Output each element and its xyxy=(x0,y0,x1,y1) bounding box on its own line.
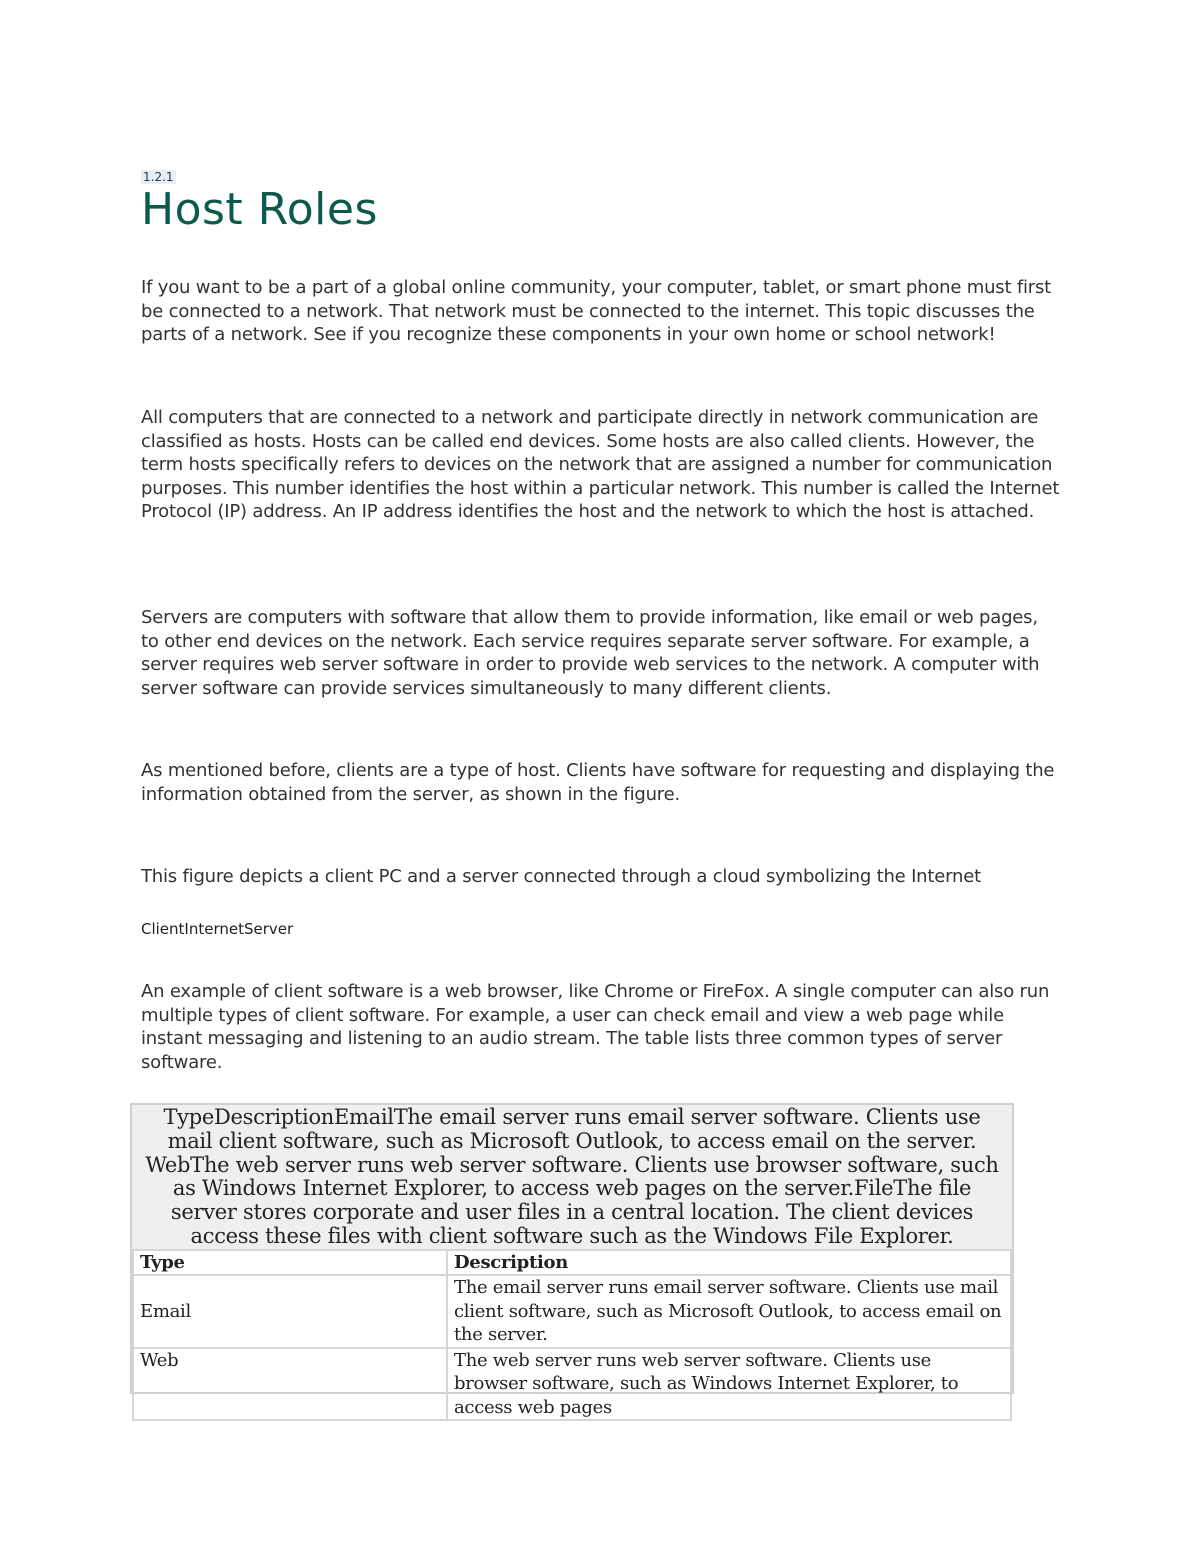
header-type: Type xyxy=(133,1250,447,1276)
cell-type: Email xyxy=(133,1275,447,1348)
paragraph-servers: Servers are computers with software that allow them to provide information, like email or web pages, to other end devices on the network. Each service requires separate server software. For example, a server requires web server software in order to provide web services to the network. A computer with server software can provide services simultaneously to many different clients. xyxy=(141,607,1040,699)
table-row xyxy=(133,1348,1011,1421)
table-caption: TypeDescriptionEmailThe email server runs email server software. Clients use mail client software, such as Microsoft Outlook, to access email on the server. WebThe web server runs web server software. Clients use browser software, such as Windows Internet Explorer, to access web pages on the server.FileThe file server stores corporate and user files in a central location. The client devices access these files with client software such as the Windows File Explorer. xyxy=(132,1105,1012,1249)
page-title: Host Roles xyxy=(141,184,378,235)
section-number: 1.2.1 xyxy=(143,170,174,184)
table-row xyxy=(133,1275,1011,1348)
paragraph-intro: If you want to be a part of a global online community, your computer, tablet, or smart phone must first be connected to a network. That network must be connected to the internet. This topic discusses the parts of a network. See if you recognize these components in your own home or school network! xyxy=(141,277,1052,346)
cell-description: The email server runs email server software. Clients use mail client software, such as Microsoft Outlook, to access email on the server. xyxy=(447,1275,1011,1348)
paragraph-hosts: All computers that are connected to a network and participate directly in network communication are classified as hosts. Hosts can be called end devices. Some hosts are also called clients. However, the term hosts specifically refers to devices on the network that are assigned a number for communication purposes. This number identifies the host within a particular network. This number is called the Internet Protocol (IP) address. An IP address identifies the host and the network to which the host is attached. xyxy=(141,407,1060,523)
figure-description: This figure depicts a client PC and a server connected through a cloud symbolizing the Internet xyxy=(141,866,981,887)
server-software-table xyxy=(130,1103,1014,1418)
paragraph-client-software: An example of client software is a web browser, like Chrome or FireFox. A single computer can also run multiple types of client software. For example, a user can check email and view a web page while instant messaging and listening to an audio stream. The table lists three common types of server software. xyxy=(141,981,1050,1073)
paragraph-clients: As mentioned before, clients are a type of host. Clients have software for requesting and displaying the information obtained from the server, as shown in the figure. xyxy=(141,760,1055,805)
document-page xyxy=(141,166,1061,1073)
figure-labels: ClientInternetServer xyxy=(141,920,294,938)
header-description: Description xyxy=(447,1250,1011,1276)
table-header-row xyxy=(133,1250,1011,1276)
cell-type: Web xyxy=(133,1348,447,1421)
server-types-table xyxy=(132,1249,1012,1422)
cell-description: The web server runs web server software. Clients use browser software, such as Windows Internet Explorer, to access web pages xyxy=(447,1348,1011,1421)
